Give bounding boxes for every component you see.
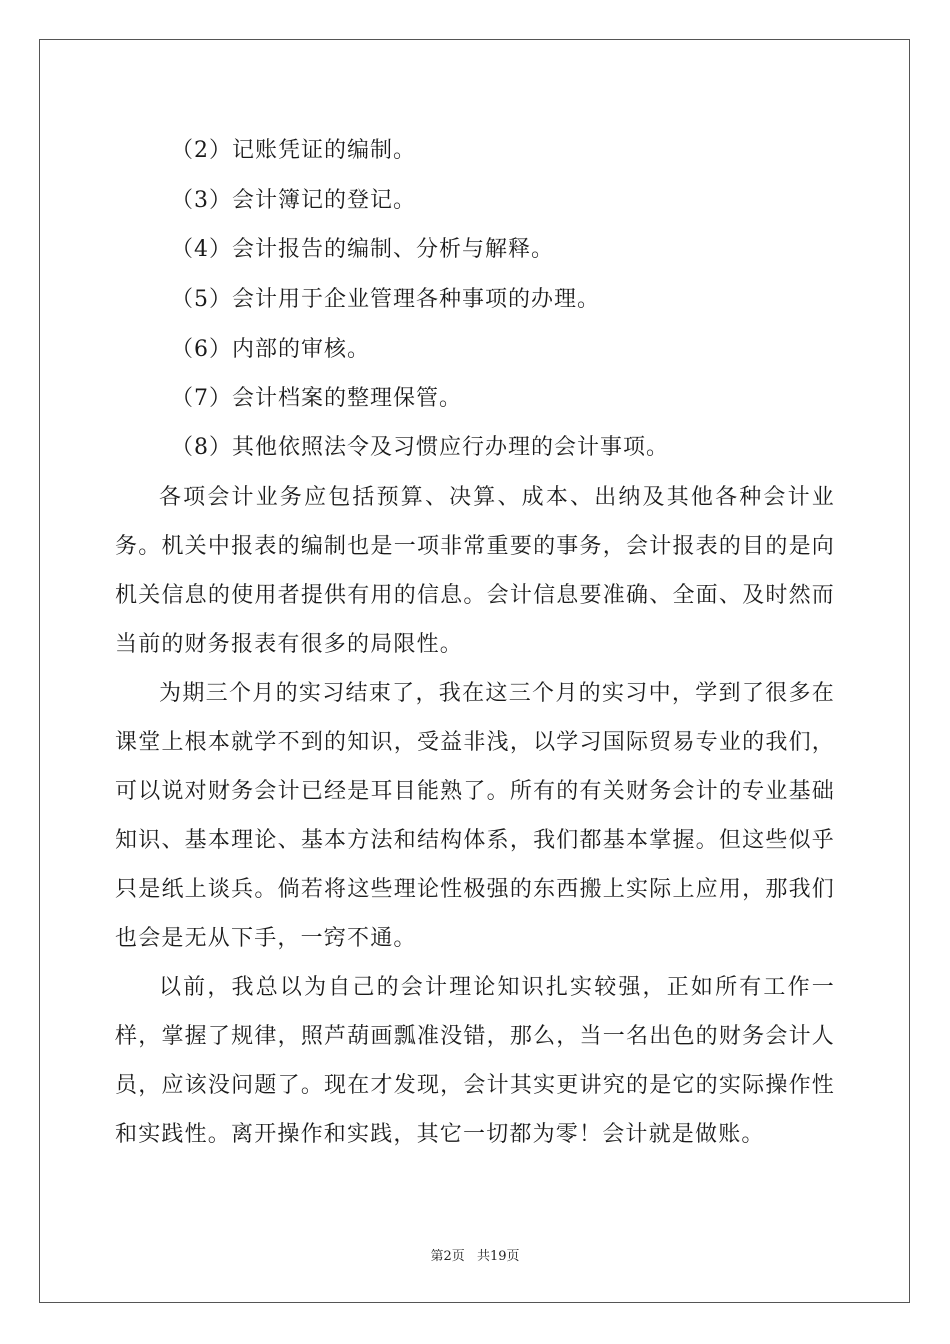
paragraph: 各项会计业务应包括预算、决算、成本、出纳及其他各种会计业务。机关中报表的编制也是一项非常重要的事务，会计报表的目的是向机关信息的使用者提供有用的信息。会计信息要准确、全面、及时然而当前的财务报表有很多的局限性。 [115, 485, 835, 657]
paragraph: 为期三个月的实习结束了，我在这三个月的实习中，学到了很多在课堂上根本就学不到的知识，受益非浅，以学习国际贸易专业的我们，可以说对财务会计已经是耳目能熟了。所有的有关财务会计的专业基础知识、基本理论、基本方法和结构体系，我们都基本掌握。但这些似乎只是纸上谈兵。倘若将这些理论性极强的东西搬上实际上应用，那我们也会是无从下手，一窍不通。 [115, 681, 835, 951]
list-item: （8）其他依照法令及习惯应行办理的会计事项。 [171, 435, 669, 460]
paragraph: 以前，我总以为自己的会计理论知识扎实较强，正如所有工作一样，掌握了规律，照芦葫画瓢准没错，那么，当一名出色的财务会计人员，应该没问题了。现在才发现，会计其实更讲究的是它的实际操作性和实践性。离开操作和实践，其它一切都为零！会计就是做账。 [115, 975, 835, 1147]
page-footer [0, 1245, 950, 1264]
list-item: （2）记账凭证的编制。 [171, 138, 416, 163]
list-item: （4）会计报告的编制、分析与解释。 [171, 237, 554, 262]
page-total: 共19页 [476, 1249, 520, 1264]
list-item: （3）会计簿记的登记。 [171, 188, 416, 213]
page-number: 第2页 [430, 1249, 465, 1264]
list-item: （6）内部的审核。 [171, 337, 370, 362]
list-item: （5）会计用于企业管理各种事项的办理。 [171, 287, 600, 312]
list-item: （7）会计档案的整理保管。 [171, 386, 462, 411]
